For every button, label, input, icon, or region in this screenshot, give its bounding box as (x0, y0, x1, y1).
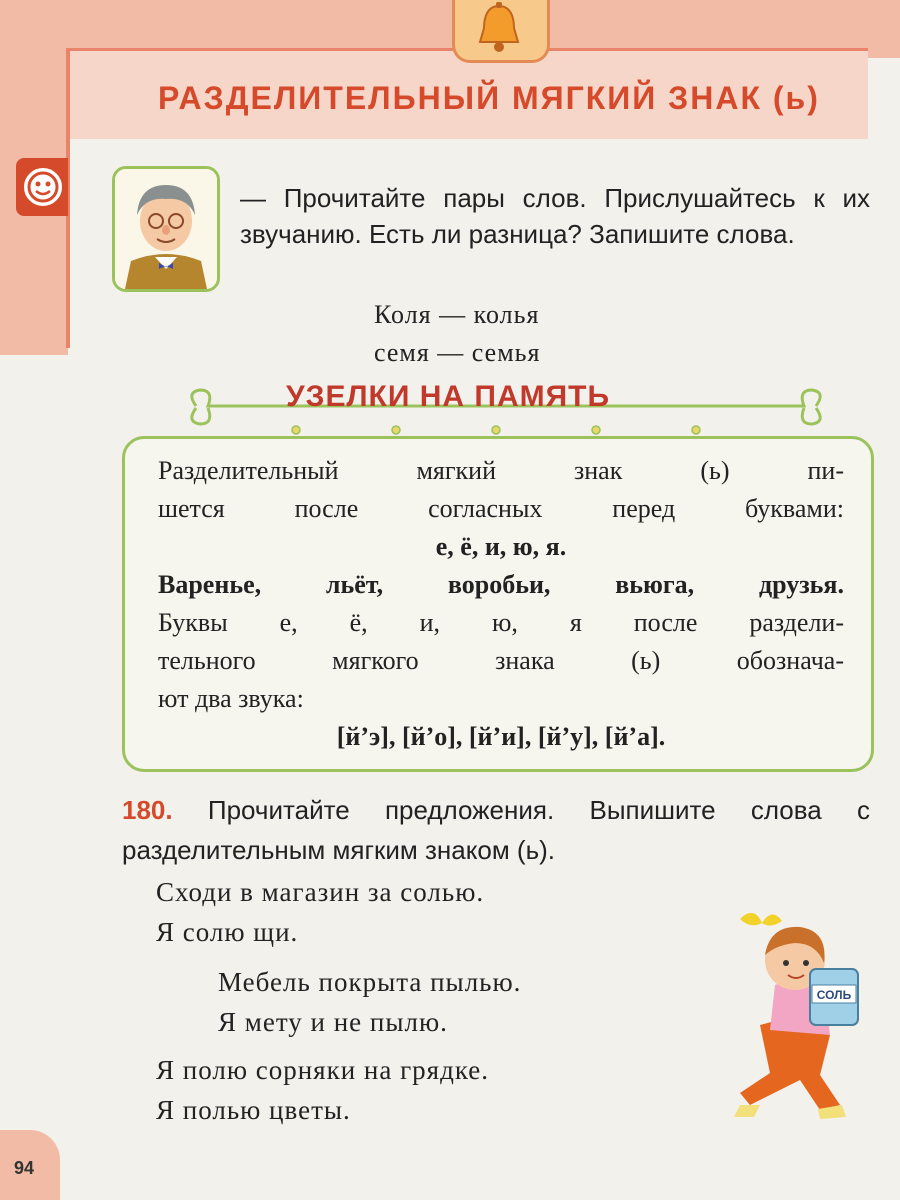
eye-listen-icon (22, 166, 64, 208)
girl-with-salt-illustration (720, 905, 880, 1120)
rule-line: шется после согласных перед буквами: (158, 494, 844, 523)
sentence: Мебель покрыта пылью. (218, 967, 522, 997)
word-pairs (374, 296, 540, 372)
rule-line: Буквы е, ё, и, ю, я после раздели- (158, 608, 844, 637)
rule-sounds: [й’э], [й’о], [й’и], [й’у], [й’а]. (336, 722, 666, 751)
rule-line: ют два звука: (158, 684, 304, 713)
rule-examples: Варенье, льёт, воробьи, вьюга, друзья. (158, 570, 844, 599)
sentence: Я полю сорняки на грядке. (156, 1055, 490, 1085)
sentence-group (156, 872, 484, 952)
memo-title: УЗЕЛКИ НА ПАМЯТЬ (286, 380, 611, 413)
sentence-group (218, 962, 521, 1042)
sentence: Я мету и не пылю. (218, 1007, 448, 1037)
jar-label: СОЛЬ (816, 988, 852, 1002)
teacher-icon (115, 169, 217, 289)
rule-line: Разделительный мягкий знак (ь) пи- (158, 456, 844, 485)
rule-letters: е, ё, и, ю, я. (435, 532, 567, 561)
sentence: Сходи в магазин за солью. (156, 877, 485, 907)
sentence: Я полью цветы. (156, 1095, 351, 1125)
teacher-illustration (112, 166, 220, 292)
sentence-group (156, 1050, 489, 1130)
word-pair: семя — семья (374, 338, 541, 367)
intro-instruction: — Прочитайте пары слов. Прислушайтесь к их звучанию. Есть ли разница? Запишите слова. (240, 183, 870, 249)
exercise-number: 180. (122, 795, 173, 825)
exercise-task: Прочитайте предложения. Выпишите слова с разделительным мягким знаком (ь). (122, 795, 871, 865)
page-number: 94 (14, 1158, 35, 1178)
exercise-header (122, 790, 870, 870)
rule-text (158, 452, 844, 756)
page-title: РАЗДЕЛИТЕЛЬНЫЙ МЯГКИЙ ЗНАК (ь) (158, 80, 820, 116)
word-pair: Коля — колья (374, 300, 540, 329)
bell-icon (470, 2, 528, 54)
sentence: Я солю щи. (156, 917, 299, 947)
rule-line: тельного мягкого знака (ь) обознача- (158, 646, 844, 675)
